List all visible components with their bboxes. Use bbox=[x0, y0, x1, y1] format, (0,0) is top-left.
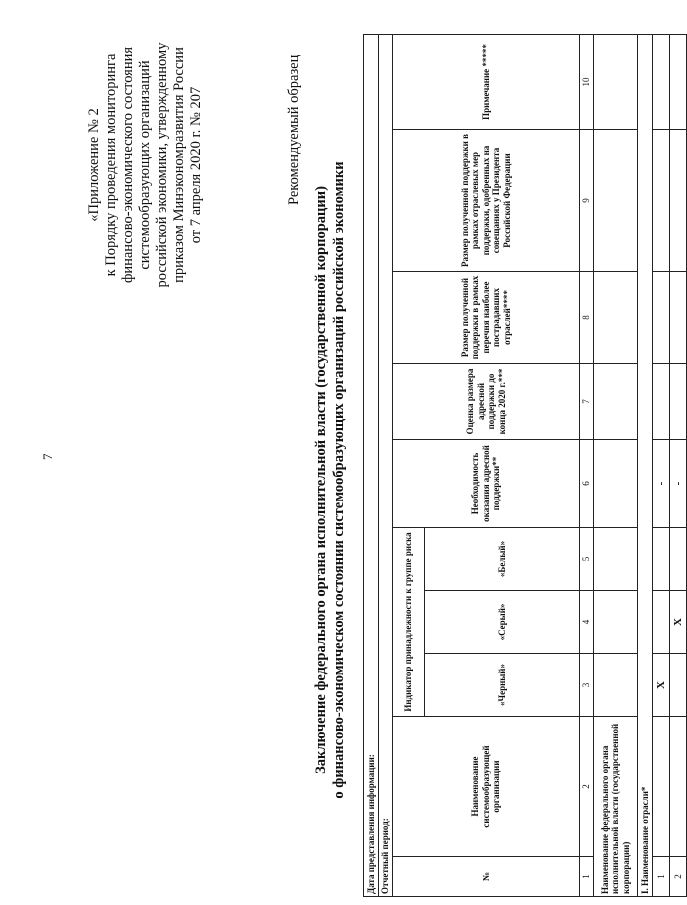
row-white-mark bbox=[653, 528, 670, 591]
appendix-line: системообразующих организаций bbox=[137, 60, 153, 270]
header-num: № bbox=[393, 857, 580, 897]
row-num: 1 bbox=[653, 857, 670, 897]
header-risk-group: Индикатор принадлежности к группе риска bbox=[393, 528, 425, 717]
column-number: 5 bbox=[580, 528, 594, 591]
row-black-mark bbox=[670, 654, 687, 717]
column-number: 6 bbox=[580, 440, 594, 528]
row-received-list bbox=[653, 272, 670, 364]
column-number: 10 bbox=[580, 34, 594, 129]
appendix-line: финансово-экономического состояния bbox=[120, 46, 136, 284]
column-number: 9 bbox=[580, 130, 594, 272]
period-row: Отчетный период: bbox=[379, 34, 393, 896]
row-received-sector bbox=[653, 130, 670, 272]
row-black-mark: X bbox=[653, 654, 670, 717]
row-note bbox=[670, 34, 687, 129]
header-need-support: Необходимость оказания адресной поддержки** bbox=[393, 440, 580, 528]
report-table bbox=[363, 34, 687, 897]
document-title-line1: Заключение федерального органа исполнительной власти (государственной корпорации) bbox=[313, 186, 329, 774]
row-num: 2 bbox=[670, 857, 687, 897]
document-title-line2: о финансово-экономическом состоянии системообразующих организаций российской экономики bbox=[331, 161, 347, 799]
row-estimate bbox=[670, 364, 687, 440]
header-estimate: Оценка размера адресной поддержки до конца 2020 г.*** bbox=[393, 364, 580, 440]
row-received-list bbox=[670, 272, 687, 364]
recommended-sample-label: Рекомендуемый образец bbox=[286, 54, 302, 205]
header-black: «Черный» bbox=[425, 654, 580, 717]
row-grey-mark: X bbox=[670, 591, 687, 654]
appendix-line: российской экономики, утвержденному bbox=[154, 42, 170, 288]
page-number: 7 bbox=[40, 453, 55, 460]
table-row bbox=[653, 34, 670, 896]
header-note: Примечание ***** bbox=[393, 34, 580, 129]
column-number: 3 bbox=[580, 654, 594, 717]
document-title bbox=[312, 110, 348, 850]
column-number: 4 bbox=[580, 591, 594, 654]
header-white: «Белый» bbox=[425, 528, 580, 591]
row-note bbox=[653, 34, 670, 129]
sector-row: I. Наименование отрасли* bbox=[638, 34, 653, 896]
header-received-list: Размер полученной поддержки в рамках перечня наиболее пострадавших отраслей**** bbox=[393, 272, 580, 364]
row-white-mark bbox=[670, 528, 687, 591]
appendix-title: «Приложение № 2 bbox=[86, 108, 102, 222]
appendix-line: от 7 апреля 2020 г. № 207 bbox=[188, 86, 204, 244]
row-need: - bbox=[670, 440, 687, 528]
table-row bbox=[670, 34, 687, 896]
header-received-sector: Размер полученной поддержки в рамках отраслевых мер поддержки, одобренных на совещаниях у Президента Российской Федерации bbox=[393, 130, 580, 272]
row-need: - bbox=[653, 440, 670, 528]
column-number: 2 bbox=[580, 717, 594, 857]
column-number: 7 bbox=[580, 364, 594, 440]
row-estimate bbox=[653, 364, 670, 440]
column-number: 8 bbox=[580, 272, 594, 364]
column-number: 1 bbox=[580, 857, 594, 897]
appendix-line: приказом Минэкономразвития России bbox=[171, 47, 187, 283]
authority-row: Наименование федерального органа исполнительной власти (государственной корпорации) bbox=[594, 717, 638, 897]
row-received-sector bbox=[670, 130, 687, 272]
row-name bbox=[653, 717, 670, 857]
appendix-block bbox=[86, 25, 205, 305]
header-org-name: Наименование системообразующей организации bbox=[393, 717, 580, 857]
appendix-line: к Порядку проведения мониторинга bbox=[103, 53, 119, 277]
row-name bbox=[670, 717, 687, 857]
date-row: Дата представления информации: bbox=[364, 34, 379, 896]
row-grey-mark bbox=[653, 591, 670, 654]
header-grey: «Серый» bbox=[425, 591, 580, 654]
